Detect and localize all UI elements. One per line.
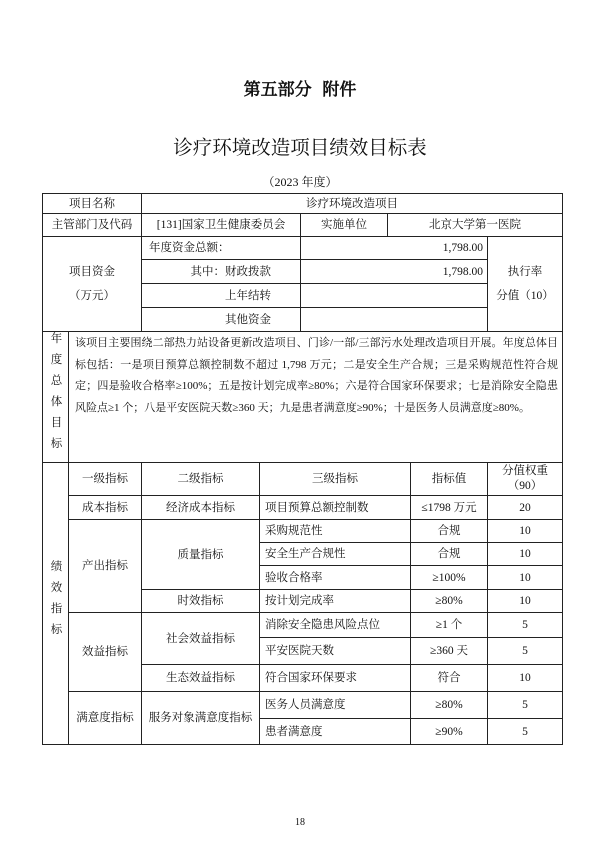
project-name-value: 诊疗环境改造项目 xyxy=(142,194,563,214)
indicator-value: 合规 xyxy=(411,520,488,543)
level2-indicator: 经济成本指标 xyxy=(142,496,260,520)
indicator-row xyxy=(43,520,563,543)
level3-indicator: 平安医院天数 xyxy=(260,638,411,665)
level3-indicator: 医务人员满意度 xyxy=(260,692,411,719)
indicator-value: ≥100% xyxy=(411,566,488,590)
indicator-weight: 10 xyxy=(488,543,563,566)
funds-item-label: 年度资金总额： xyxy=(142,237,301,260)
funds-item-value-empty xyxy=(301,284,488,308)
level2-indicator: 社会效益指标 xyxy=(142,613,260,665)
funds-label-line1: 项目资金 xyxy=(69,266,115,278)
indicator-weight: 5 xyxy=(488,613,563,638)
indicator-value: ≥90% xyxy=(411,719,488,745)
project-name-label: 项目名称 xyxy=(43,194,142,214)
level3-indicator: 安全生产合规性 xyxy=(260,543,411,566)
funds-label-line2: （万元） xyxy=(69,290,115,302)
page-title: 诊疗环境改造项目绩效目标表 xyxy=(173,137,427,159)
project-name-row xyxy=(43,194,563,214)
level1-indicator: 产出指标 xyxy=(69,520,142,613)
level3-indicator: 患者满意度 xyxy=(260,719,411,745)
header-weight xyxy=(488,463,563,496)
funds-item-label: 其他资金 xyxy=(142,308,301,332)
level2-indicator: 生态效益指标 xyxy=(142,665,260,692)
funds-item-label: 上年结转 xyxy=(142,284,301,308)
funds-item-label: 其中：财政拨款 xyxy=(142,260,301,284)
section-heading: 第五部分 附件 xyxy=(243,80,357,99)
header-level2: 二级指标 xyxy=(142,463,260,496)
level2-indicator: 质量指标 xyxy=(142,520,260,590)
header-weight-line2: （90） xyxy=(507,480,543,492)
department-row xyxy=(43,214,563,237)
execution-rate-label: 执行率 xyxy=(507,266,543,278)
indicator-value: ≥80% xyxy=(411,692,488,719)
level3-indicator: 采购规范性 xyxy=(260,520,411,543)
funds-item-value: 1,798.00 xyxy=(301,260,488,284)
indicator-value: ≥1 个 xyxy=(411,613,488,638)
implementing-unit-value: 北京大学第一医院 xyxy=(388,214,563,237)
page-number: 18 xyxy=(295,817,305,828)
indicator-value: 符合 xyxy=(411,665,488,692)
header-value: 指标值 xyxy=(411,463,488,496)
indicator-weight: 10 xyxy=(488,566,563,590)
indicator-value: ≥80% xyxy=(411,590,488,613)
indicator-weight: 10 xyxy=(488,520,563,543)
level3-indicator: 按计划完成率 xyxy=(260,590,411,613)
header-weight-line1: 分值权重 xyxy=(502,465,548,477)
implementing-unit-label: 实施单位 xyxy=(301,214,388,237)
funds-item-value-empty xyxy=(301,308,488,332)
indicator-weight: 5 xyxy=(488,638,563,665)
level1-indicator: 成本指标 xyxy=(69,496,142,520)
indicator-weight: 20 xyxy=(488,496,563,520)
level1-indicator: 满意度指标 xyxy=(69,692,142,745)
header-level1: 一级指标 xyxy=(69,463,142,496)
level1-indicator: 效益指标 xyxy=(69,613,142,692)
indicator-row xyxy=(43,496,563,520)
indicator-value: 合规 xyxy=(411,543,488,566)
indicators-label: 绩效指标 xyxy=(49,559,62,644)
department-value: [131]国家卫生健康委员会 xyxy=(142,214,301,237)
level3-indicator: 验收合格率 xyxy=(260,566,411,590)
indicator-weight: 5 xyxy=(488,692,563,719)
annual-goal-text: 该项目主要围绕二部热力站设备更新改造项目、门诊/一部/三部污水处理改造项目开展。年度总体目标包括：一是项目预算总额控制数不超过 1,798 万元；二是安全生产合规；三是采购规范性符合规定；四是验收合格率≥100%；五是按计划完成率≥80%；六是符合国家环保要求；七是消除安全隐患风险点≥1 个；八是平安医院天数≥360 天；九是患者满意度≥90%；十是医务人员满意度≥80%。 xyxy=(69,332,563,463)
indicator-row xyxy=(43,613,563,638)
indicator-value: ≤1798 万元 xyxy=(411,496,488,520)
annual-goal-label-cell xyxy=(43,332,69,463)
level3-indicator: 消除安全隐患风险点位 xyxy=(260,613,411,638)
indicator-weight: 5 xyxy=(488,719,563,745)
indicator-weight: 10 xyxy=(488,590,563,613)
indicators-label-cell xyxy=(43,463,69,745)
level2-indicator: 时效指标 xyxy=(142,590,260,613)
performance-target-table xyxy=(42,193,563,745)
indicators-header-row xyxy=(43,463,563,496)
funds-row xyxy=(43,237,563,260)
year-subtitle: （2023 年度） xyxy=(262,175,338,189)
execution-rate-score xyxy=(488,237,563,332)
indicator-row xyxy=(43,692,563,719)
level3-indicator: 项目预算总额控制数 xyxy=(260,496,411,520)
level2-indicator: 服务对象满意度指标 xyxy=(142,692,260,745)
indicator-value: ≥360 天 xyxy=(411,638,488,665)
level3-indicator: 符合国家环保要求 xyxy=(260,665,411,692)
funds-label xyxy=(43,237,142,332)
annual-goal-row xyxy=(43,332,563,463)
header-level3: 三级指标 xyxy=(260,463,411,496)
department-label: 主管部门及代码 xyxy=(43,214,142,237)
score-label: 分值（10） xyxy=(496,290,554,302)
indicator-weight: 10 xyxy=(488,665,563,692)
funds-item-value: 1,798.00 xyxy=(301,237,488,260)
annual-goal-label: 年度总体目标 xyxy=(49,332,62,458)
